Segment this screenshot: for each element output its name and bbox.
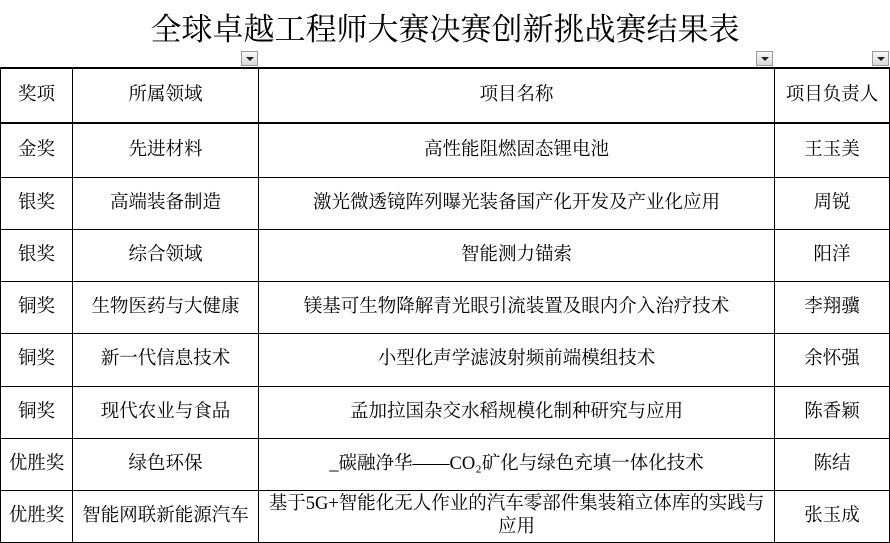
project-cell[interactable]: _碳融净华——CO₂矿化与绿色充填一体化技术	[259, 438, 775, 490]
leader-cell[interactable]: 陈结	[775, 438, 890, 490]
project-cell[interactable]: 小型化声学滤波射频前端模组技术	[259, 333, 775, 386]
project-cell[interactable]: 智能测力锚索	[259, 229, 775, 281]
leader-cell[interactable]: 李翔骥	[775, 281, 890, 333]
filter-dropdown-button-field[interactable]	[241, 51, 258, 66]
leader-cell[interactable]: 王玉美	[775, 123, 890, 177]
table-row	[1, 123, 890, 177]
table-header	[1, 68, 890, 123]
header-leader[interactable]: 项目负责人	[775, 68, 890, 123]
field-cell[interactable]: 先进材料	[73, 123, 259, 177]
dropdown-arrow-icon	[246, 57, 254, 61]
field-cell[interactable]: 综合领域	[73, 229, 259, 281]
field-cell[interactable]: 绿色环保	[73, 438, 259, 490]
award-cell[interactable]: 银奖	[1, 177, 73, 229]
project-cell[interactable]: 高性能阻燃固态锂电池	[259, 123, 775, 177]
table-row	[1, 229, 890, 281]
dropdown-arrow-icon	[761, 57, 769, 61]
project-cell[interactable]: 孟加拉国杂交水稻规模化制种研究与应用	[259, 386, 775, 438]
project-cell[interactable]: 镁基可生物降解青光眼引流装置及眼内介入治疗技术	[259, 281, 775, 333]
field-cell[interactable]: 高端装备制造	[73, 177, 259, 229]
table-row	[1, 281, 890, 333]
leader-cell[interactable]: 余怀强	[775, 333, 890, 386]
table-row	[1, 438, 890, 490]
table-row	[1, 386, 890, 438]
leader-cell[interactable]: 阳洋	[775, 229, 890, 281]
leader-cell[interactable]: 陈香颖	[775, 386, 890, 438]
table-row	[1, 177, 890, 229]
field-cell[interactable]: 生物医药与大健康	[73, 281, 259, 333]
field-cell[interactable]: 新一代信息技术	[73, 333, 259, 386]
table-row	[1, 333, 890, 386]
project-cell[interactable]: 激光微透镜阵列曝光装备国产化开发及产业化应用	[259, 177, 775, 229]
header-field[interactable]: 所属领域	[73, 68, 259, 123]
award-cell[interactable]: 铜奖	[1, 281, 73, 333]
field-cell[interactable]: 智能网联新能源汽车	[73, 490, 259, 542]
sheet-title[interactable]: 全球卓越工程师大赛决赛创新挑战赛结果表	[150, 12, 740, 47]
filter-dropdown-button-project[interactable]	[756, 51, 773, 66]
results-table	[0, 67, 890, 543]
award-cell[interactable]: 金奖	[1, 123, 73, 177]
field-cell[interactable]: 现代农业与食品	[73, 386, 259, 438]
award-cell[interactable]: 银奖	[1, 229, 73, 281]
header-award[interactable]: 奖项	[1, 68, 73, 123]
award-cell[interactable]: 铜奖	[1, 386, 73, 438]
project-cell[interactable]: 基于5G+智能化无人作业的汽车零部件集装箱立体库的实践与应用	[259, 490, 775, 542]
award-cell[interactable]: 优胜奖	[1, 438, 73, 490]
dropdown-arrow-icon	[877, 57, 885, 61]
award-cell[interactable]: 优胜奖	[1, 490, 73, 542]
leader-cell[interactable]: 张玉成	[775, 490, 890, 542]
header-row	[1, 68, 890, 123]
award-cell[interactable]: 铜奖	[1, 333, 73, 386]
header-project[interactable]: 项目名称	[259, 68, 775, 123]
table-body	[1, 123, 890, 542]
filter-dropdown-button-leader[interactable]	[872, 51, 889, 66]
leader-cell[interactable]: 周锐	[775, 177, 890, 229]
table-row	[1, 490, 890, 542]
